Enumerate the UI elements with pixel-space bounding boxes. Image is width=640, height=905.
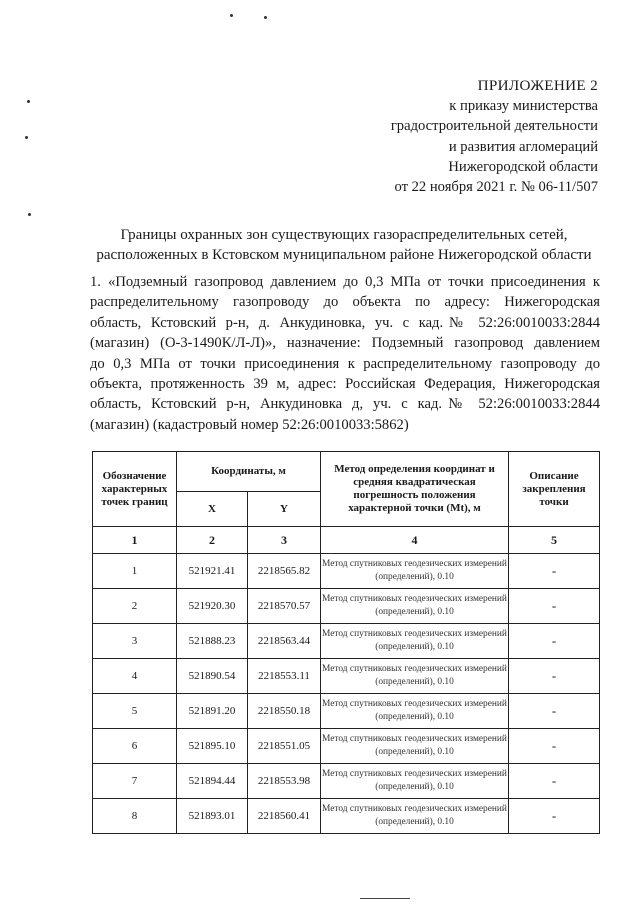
method-cell: Метод спутниковых геодезических измерений (определений), 0.10 (321, 554, 509, 589)
y-coordinate: 2218560.41 (248, 799, 321, 834)
y-coordinate: 2218551.05 (248, 729, 321, 764)
paragraph-line: 1. «Подземный газопровод давлением до 0,3 МПа от точки присоединения к (90, 274, 600, 290)
table-row (93, 659, 600, 694)
description-cell: - (509, 624, 600, 659)
header-description: Описание закрепления точки (509, 452, 600, 527)
x-coordinate: 521894.44 (177, 764, 248, 799)
paragraph-line: объекта, протяженность 39 м, адрес: Российская Федерация, Нижегородская (90, 376, 600, 393)
column-number: 5 (509, 527, 600, 554)
heading-line: Границы охранных зон существующих газораспределительных сетей, (120, 227, 568, 243)
object-description (90, 272, 600, 435)
method-cell: Метод спутниковых геодезических измерений (определений), 0.10 (321, 589, 509, 624)
method-cell: Метод спутниковых геодезических измерений (определений), 0.10 (321, 764, 509, 799)
method-cell: Метод спутниковых геодезических измерений (определений), 0.10 (321, 659, 509, 694)
x-coordinate: 521920.30 (177, 589, 248, 624)
point-id: 1 (93, 554, 177, 589)
table-row (93, 694, 600, 729)
coordinates-table (92, 451, 600, 834)
paragraph-line: (магазин) (О-3-1490К/Л-Л)», назначение: Подземный газопровод давлением (90, 335, 600, 352)
method-cell: Метод спутниковых геодезических измерений (определений), 0.10 (321, 729, 509, 764)
scan-speck (264, 16, 267, 19)
appendix-line: градостроительной деятельности (390, 118, 598, 135)
page-bottom-rule (360, 898, 410, 899)
document-heading (88, 225, 600, 265)
appendix-title: ПРИЛОЖЕНИЕ 2 (477, 77, 598, 94)
description-cell: - (509, 589, 600, 624)
header-point: Обозначение характерных точек границ (93, 452, 177, 527)
paragraph-line: распределительному газопроводу до объекта по адресу: Нижегородская (90, 294, 600, 311)
header-y: Y (248, 492, 321, 527)
description-cell: - (509, 764, 600, 799)
paragraph-line: (магазин) (кадастровый номер 52:26:0010033:5862) (90, 416, 409, 433)
column-number: 1 (93, 527, 177, 554)
scan-speck (25, 136, 28, 139)
scan-speck (230, 14, 233, 17)
x-coordinate: 521890.54 (177, 659, 248, 694)
point-id: 3 (93, 624, 177, 659)
description-cell: - (509, 659, 600, 694)
x-coordinate: 521888.23 (177, 624, 248, 659)
heading-line: расположенных в Кстовском муниципальном районе Нижегородской области (96, 247, 592, 263)
description-cell: - (509, 729, 600, 764)
point-id: 6 (93, 729, 177, 764)
scan-speck (27, 100, 30, 103)
appendix-line: Нижегородской области (448, 158, 598, 175)
appendix-line: и развития агломераций (448, 138, 598, 155)
x-coordinate: 521891.20 (177, 694, 248, 729)
y-coordinate: 2218550.18 (248, 694, 321, 729)
point-id: 4 (93, 659, 177, 694)
description-cell: - (509, 554, 600, 589)
table-row (93, 554, 600, 589)
appendix-line: к приказу министерства (449, 98, 598, 115)
point-id: 2 (93, 589, 177, 624)
y-coordinate: 2218553.98 (248, 764, 321, 799)
column-number: 4 (321, 527, 509, 554)
method-cell: Метод спутниковых геодезических измерений (определений), 0.10 (321, 694, 509, 729)
description-cell: - (509, 694, 600, 729)
point-id: 8 (93, 799, 177, 834)
y-coordinate: 2218565.82 (248, 554, 321, 589)
x-coordinate: 521893.01 (177, 799, 248, 834)
table-row (93, 624, 600, 659)
method-cell: Метод спутниковых геодезических измерений (определений), 0.10 (321, 624, 509, 659)
table-row (93, 729, 600, 764)
header-method: Метод определения координат и средняя квадратическая погрешность положения характерной точки (Mt), м (321, 452, 509, 527)
header-coordinates: Координаты, м (177, 452, 321, 492)
paragraph-line: область, Кстовский р-н, Анкудиновка д, уч. с кад.№ 52:26:0010033:2844 (90, 396, 600, 413)
table-row (93, 589, 600, 624)
header-x: X (177, 492, 248, 527)
appendix-block (278, 76, 598, 197)
paragraph-line: до 0,3 МПа от точки присоединения к распределительному газопроводу до (90, 355, 600, 372)
appendix-date-line: от 22 ноября 2021 г. № 06-11/507 (394, 179, 598, 196)
scan-speck (28, 213, 31, 216)
point-id: 5 (93, 694, 177, 729)
x-coordinate: 521921.41 (177, 554, 248, 589)
table-row (93, 764, 600, 799)
description-cell: - (509, 799, 600, 834)
method-cell: Метод спутниковых геодезических измерений (определений), 0.10 (321, 799, 509, 834)
table-row (93, 799, 600, 834)
y-coordinate: 2218570.57 (248, 589, 321, 624)
paragraph-line: область, Кстовский р-н, д. Анкудиновка, уч. с кад.№ 52:26:0010033:2844 (90, 314, 600, 331)
y-coordinate: 2218553.11 (248, 659, 321, 694)
y-coordinate: 2218563.44 (248, 624, 321, 659)
column-number: 3 (248, 527, 321, 554)
column-number: 2 (177, 527, 248, 554)
x-coordinate: 521895.10 (177, 729, 248, 764)
point-id: 7 (93, 764, 177, 799)
